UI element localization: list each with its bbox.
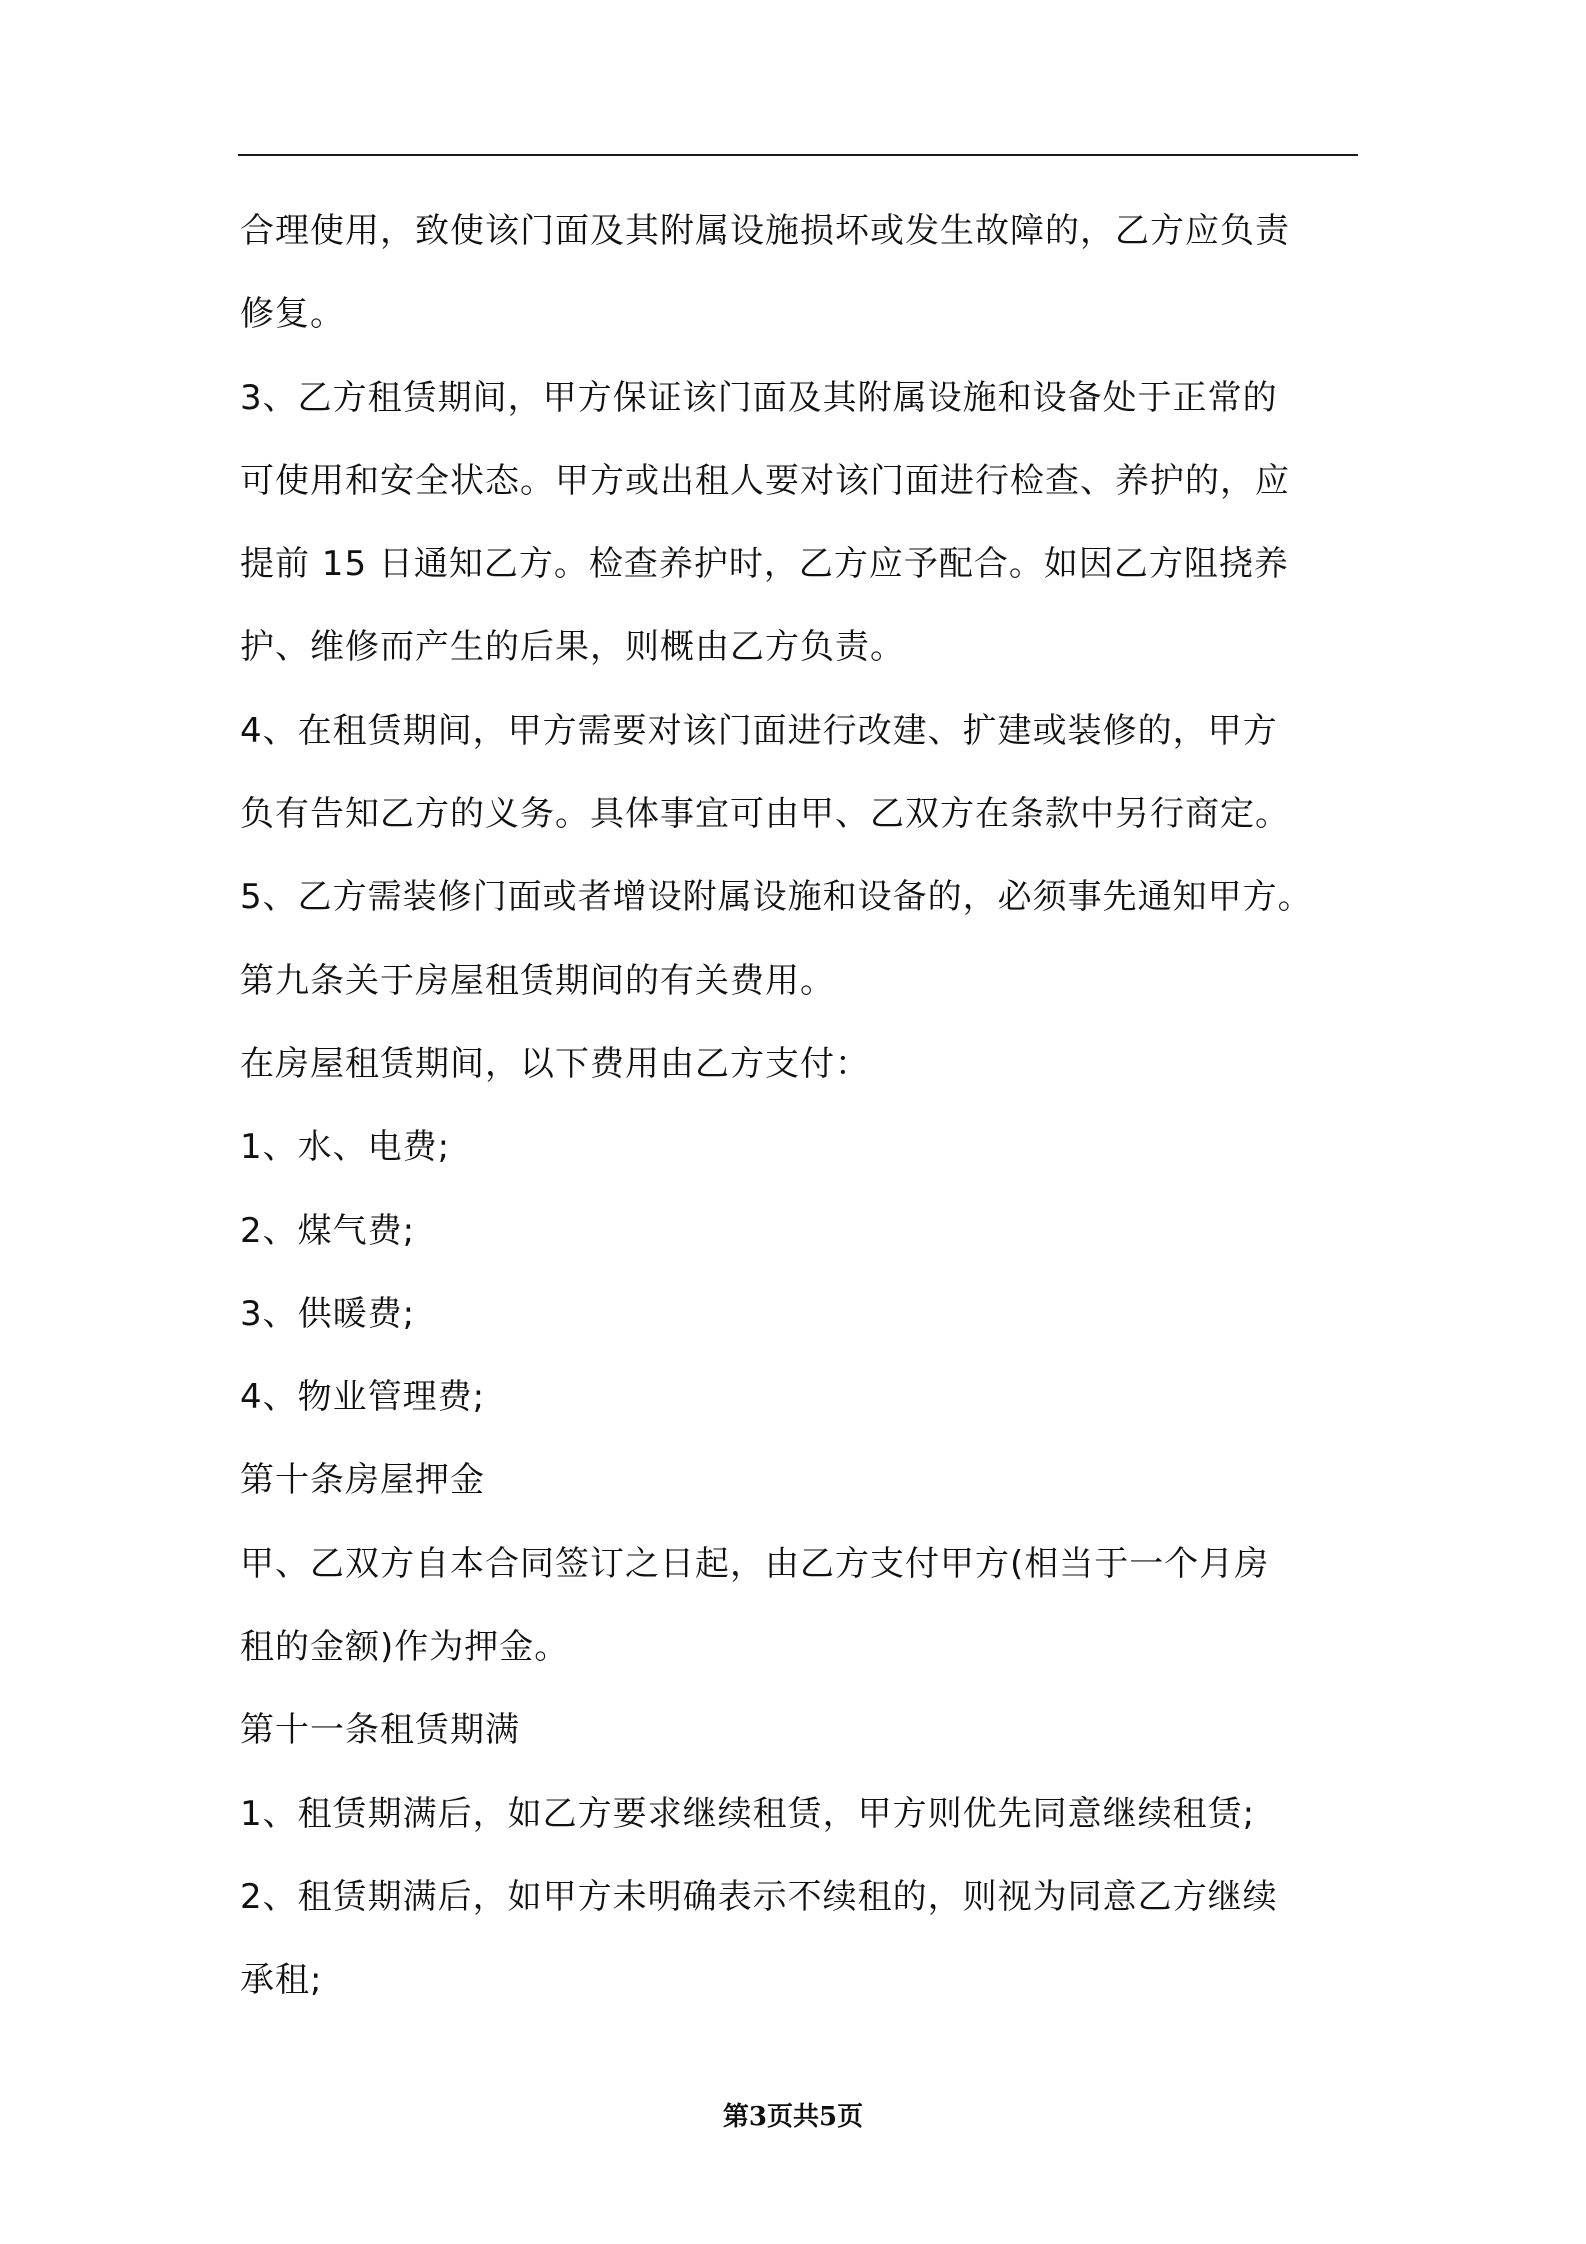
page-number: 第3页共5页 xyxy=(722,2102,864,2132)
list-item: 2、煤气费; xyxy=(240,1210,416,1251)
list-item: 1、租赁期满后，如乙方要求继续租赁，甲方则优先同意继续租赁; xyxy=(240,1793,1256,1834)
text-line: 可使用和安全状态。甲方或出租人要对该门面进行检查、养护的，应 xyxy=(240,460,1290,501)
text-line: 提前 15 日通知乙方。检查养护时，乙方应予配合。如因乙方阻挠养 xyxy=(240,544,1289,585)
text-line: 承租; xyxy=(240,1960,323,2001)
text-line: 在房屋租赁期间，以下费用由乙方支付： xyxy=(240,1043,870,1084)
text-line: 租的金额)作为押金。 xyxy=(240,1627,570,1668)
list-item: 3、供暖费; xyxy=(240,1293,416,1334)
text-line: 修复。 xyxy=(240,294,345,335)
text-line: 4、在租赁期间，甲方需要对该门面进行改建、扩建或装修的，甲方 xyxy=(240,710,1278,751)
text-line: 护、维修而产生的后果，则概由乙方负责。 xyxy=(240,627,905,668)
text-line: 3、乙方租赁期间，甲方保证该门面及其附属设施和设备处于正常的 xyxy=(240,377,1278,418)
list-item: 1、水、电费; xyxy=(240,1127,451,1168)
section-heading: 第十一条租赁期满 xyxy=(240,1710,520,1751)
header-rule xyxy=(238,154,1358,156)
text-line: 合理使用，致使该门面及其附属设施损坏或发生故障的，乙方应负责 xyxy=(240,211,1290,251)
list-item: 4、物业管理费; xyxy=(240,1377,486,1418)
text-line: 负有告知乙方的义务。具体事宜可由甲、乙双方在条款中另行商定。 xyxy=(240,794,1290,835)
section-heading: 第九条关于房屋租赁期间的有关费用。 xyxy=(240,960,835,1001)
section-heading: 第十条房屋押金 xyxy=(240,1460,485,1501)
text-line: 5、乙方需装修门面或者增设附属设施和设备的，必须事先通知甲方。 xyxy=(240,877,1313,918)
list-item: 2、租赁期满后，如甲方未明确表示不续租的，则视为同意乙方继续 xyxy=(240,1876,1278,1917)
text-line: 甲、乙双方自本合同签订之日起，由乙方支付甲方(相当于一个月房 xyxy=(240,1543,1270,1584)
document-body xyxy=(240,190,1370,2023)
